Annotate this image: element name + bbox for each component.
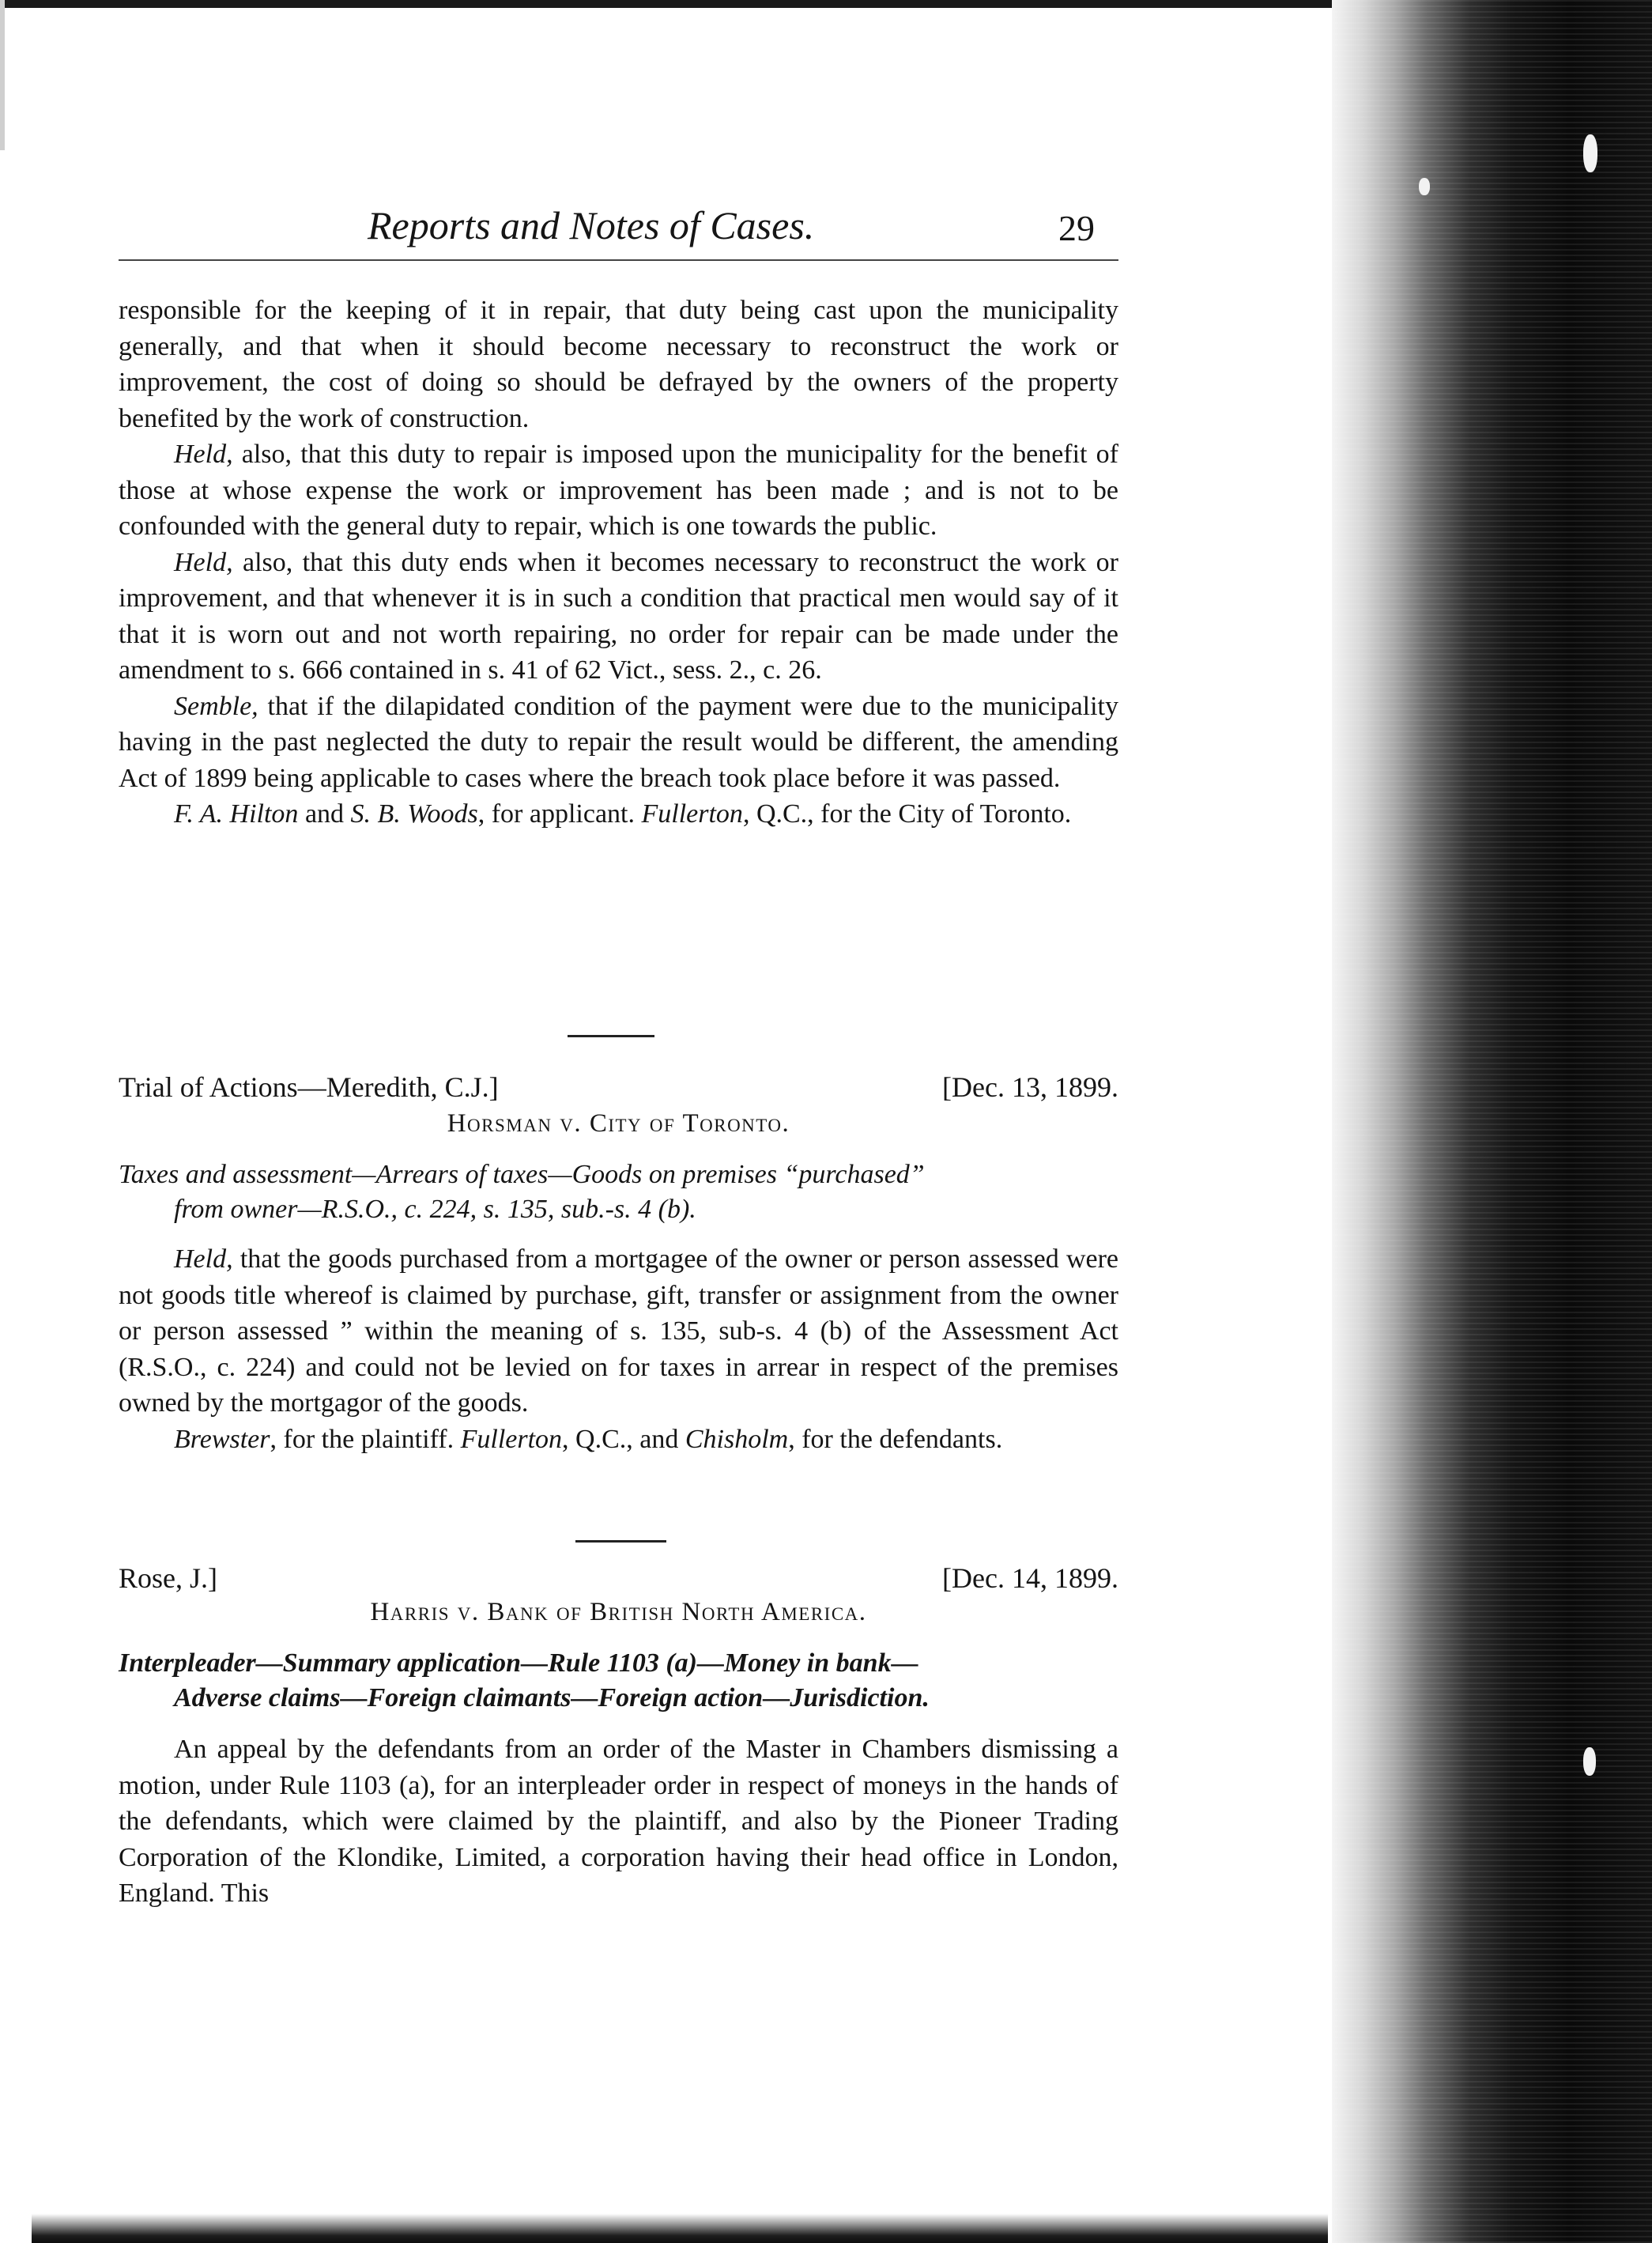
case3-text bbox=[119, 1731, 1118, 1912]
case3-court: Rose, J.] bbox=[119, 1562, 217, 1594]
page-number: 29 bbox=[1058, 208, 1095, 248]
case3-paragraph: An appeal by the defendants from an order of the Master in Chambers dismissing a motion, under Rule 1103 (a), for an interpleader order in respect of moneys in the hands of the defendants, which were claimed by the plaintiff, and also by the Pioneer Trading Corporation of the Klondike, Limited, a corporation having their head office in London, England. This bbox=[119, 1735, 1118, 1908]
case2-headnote-line-1: Taxes and assessment—Arrears of taxes—Goods on premises “purchased” bbox=[119, 1160, 925, 1189]
header-rule bbox=[119, 259, 1118, 261]
spine-mark bbox=[1583, 1747, 1596, 1776]
case3-headnote-line-2: Adverse claims—Foreign claimants—Foreign action—Jurisdiction. bbox=[174, 1683, 930, 1712]
case2-court: Trial of Actions—Meredith, C.J.] bbox=[119, 1071, 499, 1103]
page-header bbox=[119, 198, 1118, 253]
case2-headnote bbox=[119, 1157, 1118, 1227]
case3-headnote-line-1: Interpleader—Summary application—Rule 1103 (a)—Money in bank— bbox=[119, 1648, 918, 1678]
case1-text bbox=[119, 293, 1118, 833]
case3-headnote bbox=[119, 1646, 1118, 1716]
case1-paragraph-2: Held, also, that this duty to repair is imposed upon the municipality for the benefit of those at whose expense the work or improvement has been made ; and is not to be confounded with the general duty to repair, which is one towards the public. bbox=[119, 440, 1118, 541]
case2-headnote-line-2: from owner—R.S.O., c. 224, s. 135, sub.-s. 4 (b). bbox=[174, 1195, 696, 1224]
case1-paragraph-3: Held, also, that this duty ends when it becomes necessary to reconstruct the work or improvement, and that whenever it is in such a condition that practical men would say of it that it is worn out and not worth repairing, no order for repair can be made under the amendment to s. 666 contained in s. 41 of 62 Vict., sess. 2., c. 26. bbox=[119, 547, 1118, 685]
case3-date: [Dec. 14, 1899. bbox=[942, 1562, 1118, 1594]
running-head: Reports and Notes of Cases. bbox=[368, 203, 815, 247]
case2-paragraph: Held, that the goods purchased from a mortgagee of the owner or person assessed were not goods title whereof is claimed by purchase, gift, transfer or assignment from the owner or person assessed ” within the meaning of s. 135, sub-s. 4 (b) of the Assessment Act (R.S.O., c. 224) and could not be levied on for taxes in arrear in respect of the premises owned by the mortgagor of the goods. bbox=[119, 1244, 1118, 1418]
case2-title: Horsman v. City of Toronto. bbox=[447, 1109, 790, 1138]
scan-bottom-edge bbox=[32, 2214, 1328, 2243]
case2-date: [Dec. 13, 1899. bbox=[942, 1071, 1118, 1103]
spine-mark bbox=[1583, 134, 1597, 172]
case-separator bbox=[575, 1540, 666, 1543]
case3-title: Harris v. Bank of British North America. bbox=[370, 1598, 867, 1626]
case-separator bbox=[568, 1035, 654, 1037]
case1-paragraph-1: responsible for the keeping of it in repair, that duty being cast upon the municipality generally, and that when it should become necessary to reconstruct the work or improvement, the cost of doing so should be defrayed by the owners of the property benefited by the work of construction. bbox=[119, 296, 1118, 433]
spine-mark bbox=[1419, 178, 1430, 195]
case2-counsel: Brewster, for the plaintiff. Fullerton, Q.C., and Chisholm, for the defendants. bbox=[174, 1424, 1003, 1454]
case2-text bbox=[119, 1241, 1118, 1457]
case1-counsel: F. A. Hilton and S. B. Woods, for applicant. Fullerton, Q.C., for the City of Toronto. bbox=[174, 799, 1072, 829]
scan-left-edge bbox=[0, 0, 5, 150]
case1-paragraph-4: Semble, that if the dilapidated condition of the payment were due to the municipality having in the past neglected the duty to repair the result would be different, the amending Act of 1899 being applicable to cases where the breach took place before it was passed. bbox=[119, 691, 1118, 793]
book-spine-shadow bbox=[1332, 0, 1652, 2243]
scan-top-edge bbox=[0, 0, 1344, 8]
